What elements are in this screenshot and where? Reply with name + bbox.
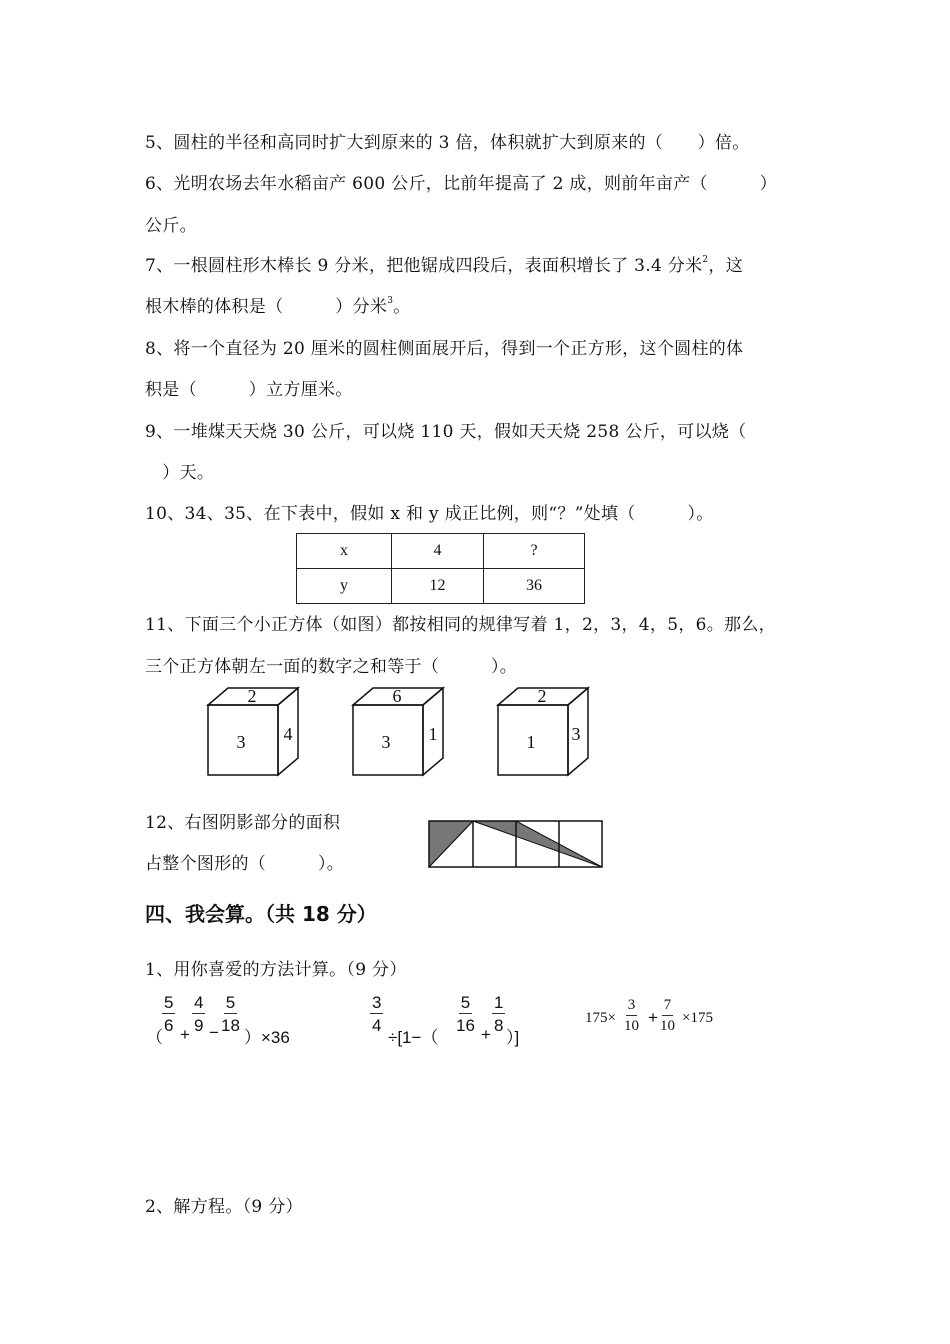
table-cell: x bbox=[297, 534, 392, 569]
denominator: 4 bbox=[372, 1016, 382, 1035]
fraction-3-4 bbox=[370, 994, 383, 1034]
cube-3-side: 3 bbox=[571, 724, 581, 744]
table-cell: 12 bbox=[392, 569, 484, 604]
question-7-text: 7、一根圆柱形木棒长 9 分米，把他锯成四段后，表面积增长了 3.4 分米 bbox=[145, 256, 703, 276]
cube-2-top: 6 bbox=[392, 686, 402, 706]
question-5: 5、圆柱的半径和高同时扩大到原来的 3 倍，体积就扩大到原来的（ ）倍。 bbox=[145, 133, 750, 153]
question-11-line2: 三个正方体朝左一面的数字之和等于（ ）。 bbox=[145, 657, 518, 677]
numerator: 7 bbox=[662, 998, 674, 1016]
denominator: 10 bbox=[660, 1018, 675, 1034]
term-times-175: ×175 bbox=[682, 1010, 713, 1026]
section-4-sub-1: 1、用你喜爱的方法计算。（9 分） bbox=[145, 960, 407, 980]
fraction-5-18 bbox=[221, 994, 240, 1034]
question-6-line2: 公斤。 bbox=[145, 216, 197, 236]
fraction-1-8 bbox=[492, 994, 505, 1034]
cube-1-top: 2 bbox=[247, 686, 257, 706]
numerator: 3 bbox=[626, 998, 638, 1016]
cube-2-front: 3 bbox=[381, 732, 391, 752]
question-8-line2: 积是（ ）立方厘米。 bbox=[145, 380, 353, 400]
numerator: 5 bbox=[164, 993, 174, 1012]
plus-sign: + bbox=[180, 1025, 190, 1044]
open-paren: （ bbox=[146, 1028, 163, 1047]
denominator: 8 bbox=[494, 1016, 504, 1035]
term-175-times: 175× bbox=[585, 1010, 616, 1026]
table-row bbox=[297, 534, 585, 569]
numerator: 3 bbox=[372, 993, 382, 1012]
fraction-4-9 bbox=[192, 994, 205, 1034]
table-cell: ? bbox=[484, 534, 585, 569]
table-row bbox=[297, 569, 585, 604]
divide-bracket: ÷[1−（ bbox=[388, 1028, 439, 1047]
question-7b-text: 根木棒的体积是（ ）分米 bbox=[145, 297, 388, 317]
numerator: 1 bbox=[494, 993, 504, 1012]
plus-sign: + bbox=[481, 1025, 491, 1044]
cube-2-figure bbox=[345, 685, 455, 780]
table-cell: 36 bbox=[484, 569, 585, 604]
question-7-line1 bbox=[145, 251, 743, 276]
fraction-5-16 bbox=[456, 994, 475, 1034]
denominator: 6 bbox=[164, 1016, 174, 1035]
question-10: 10、34、35、在下表中，假如 x 和 y 成正比例，则“？”处填（ ）。 bbox=[145, 504, 714, 524]
cube-1-front: 3 bbox=[236, 732, 246, 752]
minus-sign: − bbox=[209, 1023, 219, 1042]
cube-3-figure bbox=[490, 685, 600, 780]
numerator: 4 bbox=[194, 993, 204, 1012]
superscript-3: 3 bbox=[387, 296, 394, 306]
cube-1-side: 4 bbox=[283, 724, 293, 744]
table-cell: y bbox=[297, 569, 392, 604]
cube-2-side: 1 bbox=[428, 724, 438, 744]
question-8-line1: 8、将一个直径为 20 厘米的圆柱侧面展开后，得到一个正方形，这个圆柱的体 bbox=[145, 339, 744, 359]
cube-3-top: 2 bbox=[537, 686, 547, 706]
question-11-line1: 11、下面三个小正方体（如图）都按相同的规律写着 1，2，3，4，5，6。那么， bbox=[145, 615, 776, 635]
question-12-line2: 占整个图形的（ ）。 bbox=[145, 854, 345, 874]
proportion-table bbox=[296, 533, 585, 604]
fraction-5-6 bbox=[162, 994, 175, 1034]
plus-sign: + bbox=[648, 1008, 658, 1027]
denominator: 10 bbox=[624, 1018, 639, 1034]
denominator: 18 bbox=[221, 1016, 240, 1035]
cube-3-front: 1 bbox=[526, 732, 536, 752]
numerator: 5 bbox=[225, 993, 236, 1012]
fraction-3-10 bbox=[624, 998, 639, 1034]
fraction-7-10 bbox=[660, 998, 675, 1034]
superscript-2: 2 bbox=[702, 255, 709, 265]
question-7-line2 bbox=[145, 292, 411, 317]
section-4-sub-2: 2、解方程。（9 分） bbox=[145, 1197, 303, 1217]
question-6-line1: 6、光明农场去年水稻亩产 600 公斤，比前年提高了 2 成，则前年亩产（ ） bbox=[145, 174, 777, 194]
question-7b-tail: 。 bbox=[393, 297, 411, 317]
question-12-line1: 12、右图阴影部分的面积 bbox=[145, 813, 341, 833]
close-times-36: ）×36 bbox=[244, 1028, 290, 1047]
section-4-heading: 四、我会算。（共 18 分） bbox=[145, 902, 377, 926]
numerator: 5 bbox=[460, 993, 471, 1012]
question-9-line2: ）天。 bbox=[145, 463, 215, 483]
shaded-area-figure bbox=[427, 819, 605, 871]
denominator: 9 bbox=[194, 1016, 204, 1035]
question-9-line1: 9、一堆煤天天烧 30 公斤，可以烧 110 天，假如天天烧 258 公斤，可以烧（ bbox=[145, 422, 747, 442]
denominator: 16 bbox=[456, 1016, 475, 1035]
table-cell: 4 bbox=[392, 534, 484, 569]
question-7-tail: ，这 bbox=[708, 256, 744, 276]
close-bracket: ）] bbox=[506, 1028, 520, 1047]
cube-1-figure bbox=[200, 685, 310, 780]
